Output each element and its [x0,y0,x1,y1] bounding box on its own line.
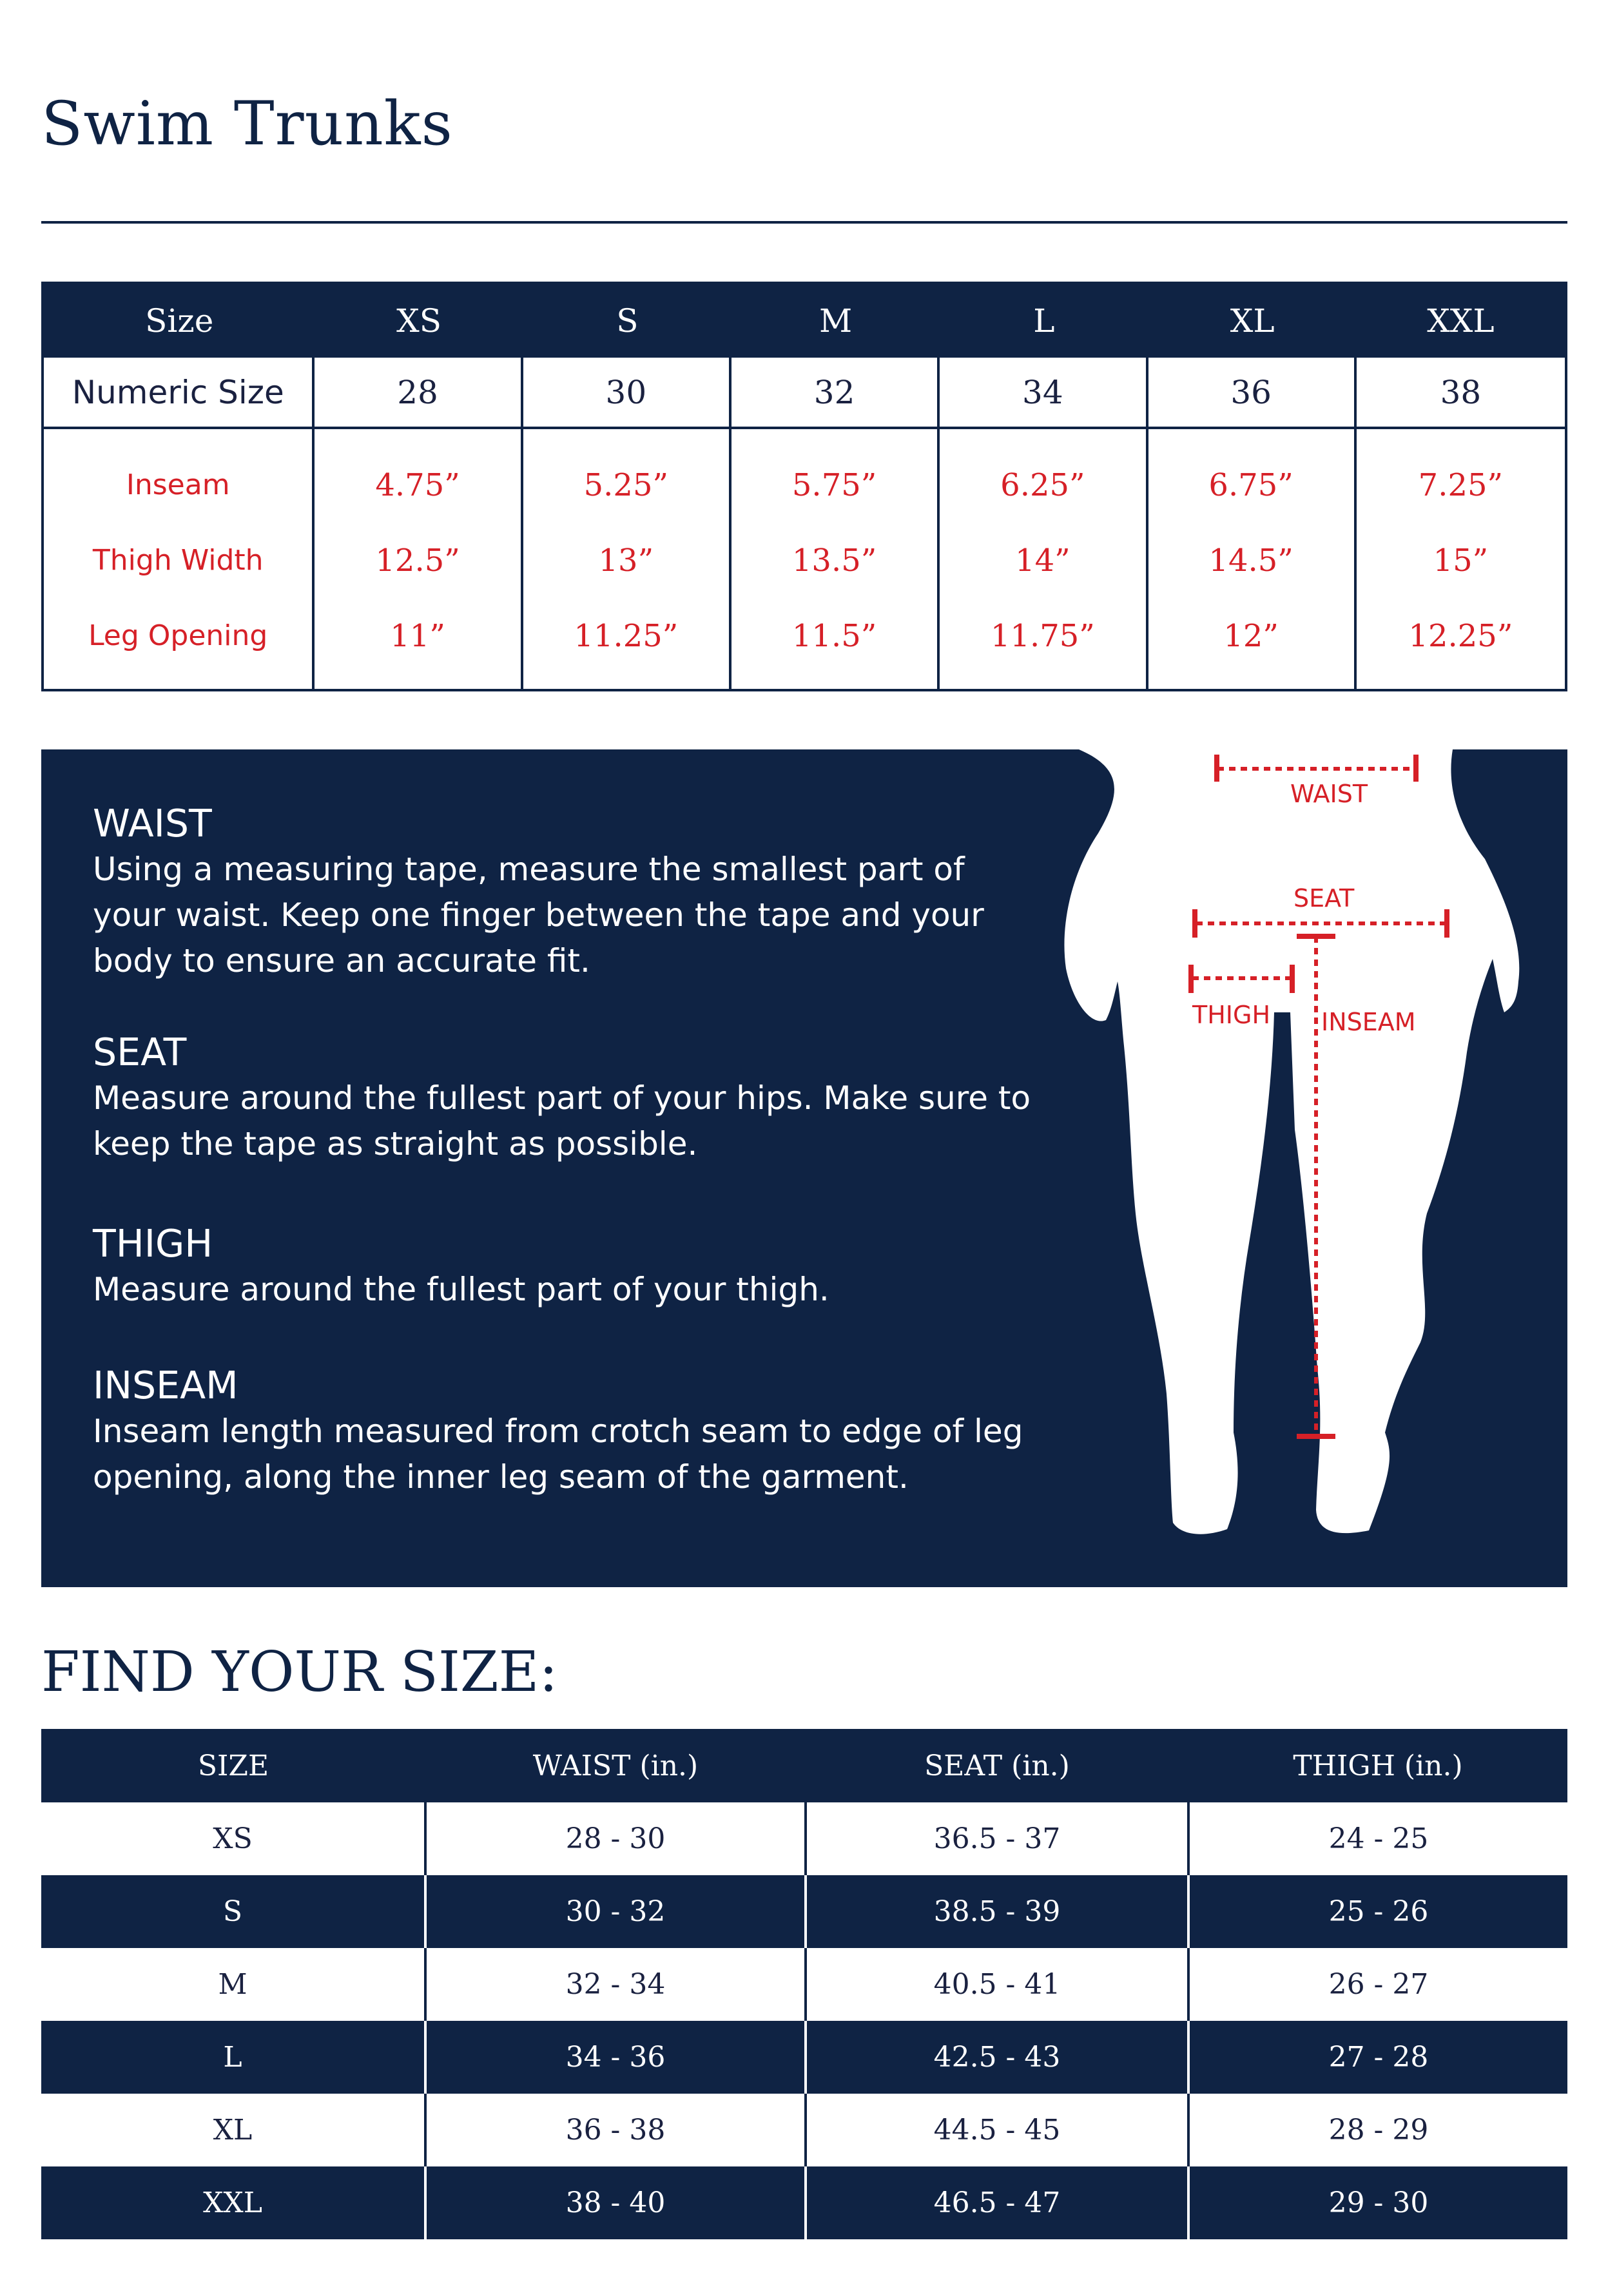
size-header-xl: XL [1230,302,1275,340]
inseam-value: 6.75” [1208,467,1293,503]
size-cell: XS [213,1822,253,1855]
thigh-cell: 28 - 29 [1188,2094,1567,2166]
find-header-seat: SEAT (in.) [924,1749,1070,1782]
seat-cell: 46.5 - 47 [806,2166,1188,2239]
waist-cell: 38 - 40 [425,2166,806,2239]
numeric-size-value: 34 [940,358,1148,427]
title-divider [41,221,1567,224]
numeric-size-value: 28 [315,358,523,427]
thigh-measure-cap [1290,965,1295,993]
size-cell: XL [213,2114,253,2146]
leg-opening-value: 11.5” [791,617,877,654]
waist-cell: 36 - 38 [425,2094,806,2166]
numeric-size-label: Numeric Size [44,358,315,427]
thigh-width-value: 15” [1433,542,1489,579]
measurement-labels [44,429,315,691]
seat-measure-cap [1444,909,1449,938]
numeric-size-row [44,358,1565,429]
table-row [41,1802,1567,1875]
inseam-instructions: Inseam length measured from crotch seam to edge of leg opening, along the inner leg seam of the garment. [93,1413,1023,1496]
seat-cell: 44.5 - 45 [806,2094,1188,2166]
leg-opening-value: 11” [390,617,445,654]
numeric-size-value: 30 [523,358,731,427]
thigh-cell: 25 - 26 [1188,1875,1567,1948]
waist-cell: 28 - 30 [425,1802,806,1875]
measurement-guide-panel [41,749,1567,1587]
size-header-s: S [616,302,639,340]
leg-opening-value: 11.25” [574,617,679,654]
waist-measure-cap [1413,755,1419,782]
find-header-thigh: THIGH (in.) [1293,1749,1463,1782]
waist-cell: 32 - 34 [425,1948,806,2021]
size-cell: XXL [203,2186,262,2219]
numeric-size-value: 38 [1440,373,1482,411]
thigh-width-value: 14” [1015,542,1070,579]
waist-figure-label: WAIST [1290,780,1368,808]
inseam-value: 6.25” [1000,467,1085,503]
size-header-xs: XS [396,302,441,340]
inseam-value: 5.25” [583,467,669,503]
seat-cell: 40.5 - 41 [806,1948,1188,2021]
seat-heading: SEAT [93,1030,187,1074]
waist-cell: 30 - 32 [425,1875,806,1948]
seat-cell: 36.5 - 37 [806,1802,1188,1875]
table-row [41,1875,1567,1948]
thigh-measure-cap [1188,965,1194,993]
leg-opening-value: 12” [1223,617,1279,654]
body-figure-illustration [1034,749,1567,1587]
size-header-label: Size [145,302,214,340]
inseam-guide [93,1363,1047,1500]
waist-instructions: Using a measuring tape, measure the smallest part of your waist. Keep one finger between the tape and your body to ensure an accurate fit. [93,851,984,979]
measurement-column-l [940,429,1148,691]
find-size-title: FIND YOUR SIZE: [41,1640,558,1704]
size-chart-table [41,282,1567,691]
leg-opening-value: 12.25” [1408,617,1513,654]
thigh-cell: 29 - 30 [1188,2166,1567,2239]
inseam-value: 4.75” [375,467,460,503]
leg-opening-label: Leg Opening [88,619,268,652]
seat-guide [93,1030,1047,1167]
leg-opening-value: 11.75” [990,617,1095,654]
size-cell: L [223,2041,242,2074]
find-header-size: SIZE [197,1749,269,1782]
size-cell: S [222,1895,243,1928]
thigh-cell: 27 - 28 [1188,2021,1567,2094]
measurement-column-s [523,429,731,691]
thigh-width-label: Thigh Width [92,543,264,577]
body-silhouette [1064,749,1519,1534]
size-cell: M [218,1968,247,2001]
find-header-waist: WAIST (in.) [532,1749,699,1782]
inseam-measure-cap [1297,934,1335,939]
thigh-guide [93,1221,1047,1313]
thigh-width-value: 14.5” [1208,542,1293,579]
measurement-column-xl [1148,429,1357,691]
thigh-figure-label: THIGH [1192,1001,1271,1029]
seat-cell: 42.5 - 43 [806,2021,1188,2094]
measurement-column-m [731,429,940,691]
inseam-heading: INSEAM [93,1364,238,1407]
thigh-width-value: 13” [598,542,654,579]
find-size-table [41,1729,1567,2239]
find-header-row [41,1729,1567,1802]
seat-instructions: Measure around the fullest part of your hips. Make sure to keep the tape as straight as possible. [93,1079,1031,1162]
waist-cell: 34 - 36 [425,2021,806,2094]
waist-heading: WAIST [93,802,212,845]
table-row [41,2021,1567,2094]
inseam-value: 5.75” [791,467,877,503]
waist-measure-cap [1214,755,1219,782]
inseam-label: Inseam [126,468,230,501]
numeric-size-value: 32 [731,358,940,427]
thigh-heading: THIGH [93,1222,213,1266]
measurement-column-xs [315,429,523,691]
table-row [41,2166,1567,2239]
inseam-value: 7.25” [1418,467,1504,503]
seat-figure-label: SEAT [1293,884,1355,912]
thigh-width-value: 12.5” [375,542,460,579]
table-row [41,1948,1567,2021]
seat-measure-cap [1192,909,1197,938]
thigh-instructions: Measure around the fullest part of your thigh. [93,1271,829,1308]
seat-cell: 38.5 - 39 [806,1875,1188,1948]
inseam-measure-cap [1297,1434,1335,1439]
size-header-m: M [819,302,853,340]
waist-guide [93,801,1047,984]
size-header-row [44,284,1565,358]
measurement-column-xxl [1357,429,1565,691]
page-title: Swim Trunks [41,89,453,159]
thigh-cell: 26 - 27 [1188,1948,1567,2021]
inseam-figure-label: INSEAM [1321,1008,1416,1036]
numeric-size-value: 36 [1148,358,1357,427]
thigh-width-value: 13.5” [791,542,877,579]
table-row [41,2094,1567,2166]
size-header-l: L [1033,302,1055,340]
thigh-cell: 24 - 25 [1188,1802,1567,1875]
size-header-xxl: XXL [1427,302,1495,340]
measurements-block [44,429,1565,691]
